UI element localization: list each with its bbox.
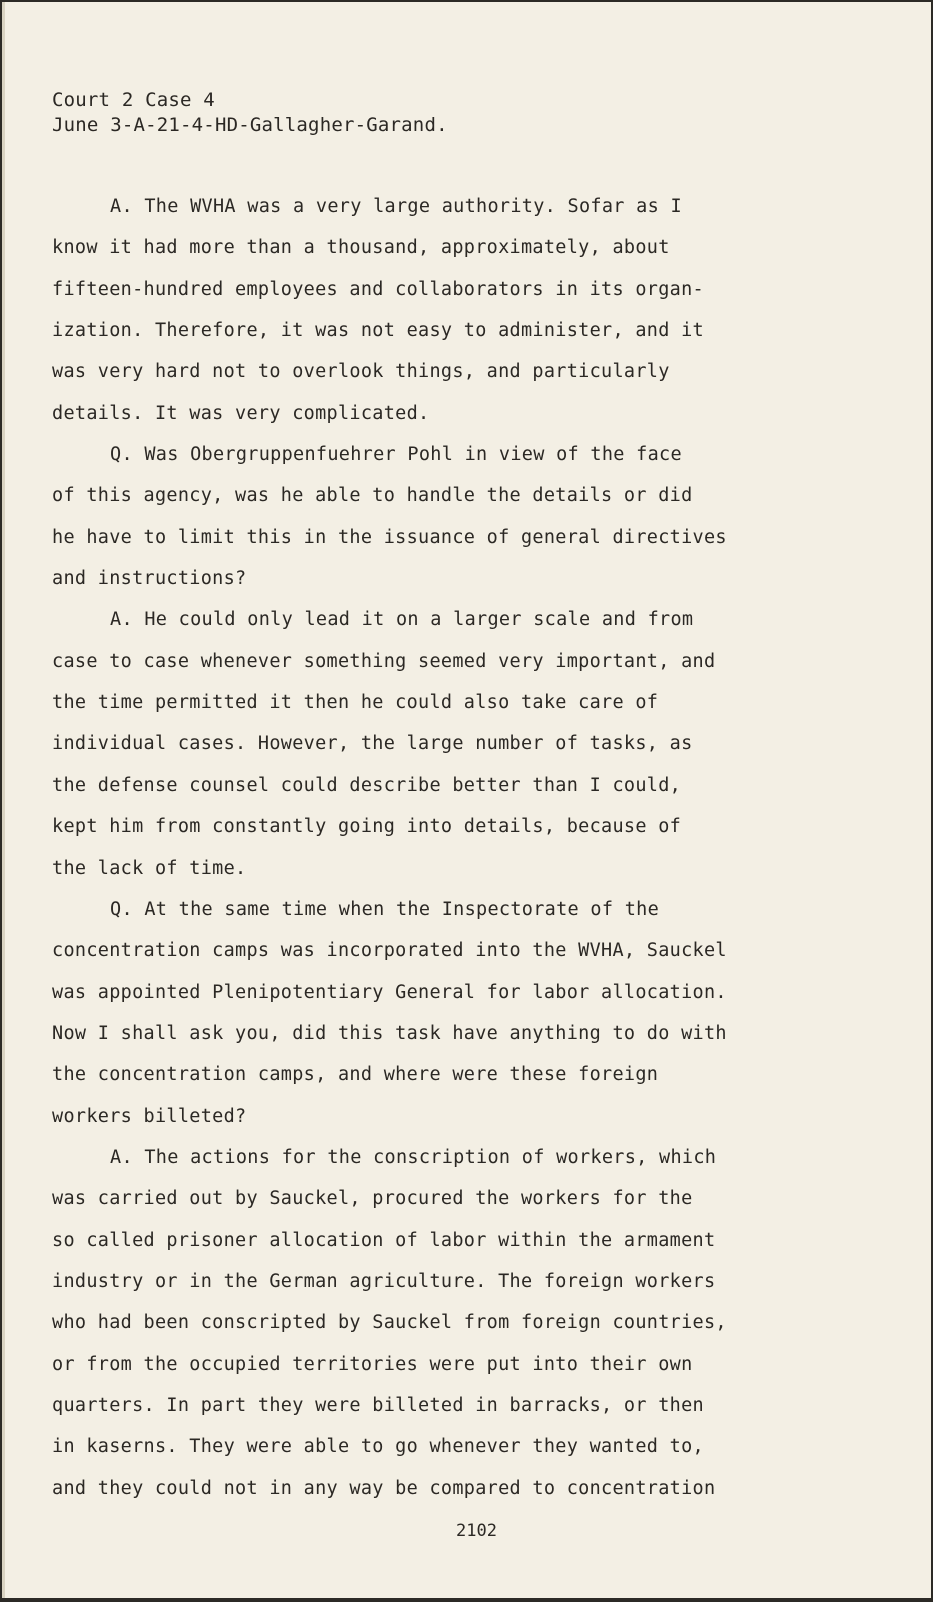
transcript-line: industry or in the German agriculture. The foreign workers xyxy=(52,1270,716,1292)
transcript-line: details. It was very complicated. xyxy=(52,402,430,424)
transcript-line: was carried out by Sauckel, procured the workers for the xyxy=(52,1188,693,1210)
transcript-line: Now I shall ask you, did this task have anything to do with xyxy=(52,1022,727,1044)
transcript-line: was appointed Plenipotentiary General for labor allocation. xyxy=(52,981,727,1003)
transcript-line: the defense counsel could describe better than I could, xyxy=(52,774,682,796)
transcript-line: and they could not in any way be compared to concentration xyxy=(52,1477,716,1499)
transcript-line: kept him from constantly going into details, because of xyxy=(52,816,682,838)
transcript-line: concentration camps was incorporated into the WVHA, Sauckel xyxy=(52,940,727,962)
transcript-line: quarters. In part they were billeted in barracks, or then xyxy=(52,1394,704,1416)
transcript-line: A. The WVHA was a very large authority. Sofar as I xyxy=(110,196,682,217)
transcript-line: individual cases. However, the large number of tasks, as xyxy=(52,733,693,755)
document-page xyxy=(2,2,931,1598)
transcript-line: of this agency, was he able to handle the details or did xyxy=(52,485,693,507)
transcript-line: and instructions? xyxy=(52,568,247,590)
transcript-line: the lack of time. xyxy=(52,857,247,879)
transcript-line: A. The actions for the conscription of workers, which xyxy=(110,1146,717,1168)
transcript-line: the concentration camps, and where were these foreign xyxy=(52,1064,659,1086)
case-header xyxy=(52,88,448,138)
page-edge xyxy=(2,2,5,1598)
transcript-line: was very hard not to overlook things, and particularly xyxy=(52,361,670,383)
transcript-body xyxy=(52,186,842,1509)
transcript-line: Q. Was Obergruppenfuehrer Pohl in view of the face xyxy=(110,444,682,466)
header-court-case: Court 2 Case 4 xyxy=(52,89,215,111)
transcript-line: Q. At the same time when the Inspectorate of the xyxy=(110,898,660,920)
transcript-line: or from the occupied territories were put into their own xyxy=(52,1353,693,1375)
transcript-line: in kaserns. They were able to go whenever they wanted to, xyxy=(52,1436,704,1458)
page-number: 2102 xyxy=(456,1521,497,1541)
transcript-line: case to case whenever something seemed very important, and xyxy=(52,650,716,672)
transcript-line: A. He could only lead it on a larger scale and from xyxy=(110,609,694,631)
transcript-line: know it had more than a thousand, approximately, about xyxy=(52,237,670,259)
transcript-line: ization. Therefore, it was not easy to administer, and it xyxy=(52,320,704,342)
transcript-line: he have to limit this in the issuance of general directives xyxy=(52,526,727,548)
header-session-reference: June 3-A-21-4-HD-Gallagher-Garand. xyxy=(52,114,448,136)
transcript-line: so called prisoner allocation of labor within the armament xyxy=(52,1229,716,1251)
transcript-line: fifteen-hundred employees and collaborators in its organ- xyxy=(52,278,704,300)
transcript-line: the time permitted it then he could also take care of xyxy=(52,692,659,714)
transcript-line: workers billeted? xyxy=(52,1105,247,1127)
transcript-line: who had been conscripted by Sauckel from foreign countries, xyxy=(52,1312,727,1334)
